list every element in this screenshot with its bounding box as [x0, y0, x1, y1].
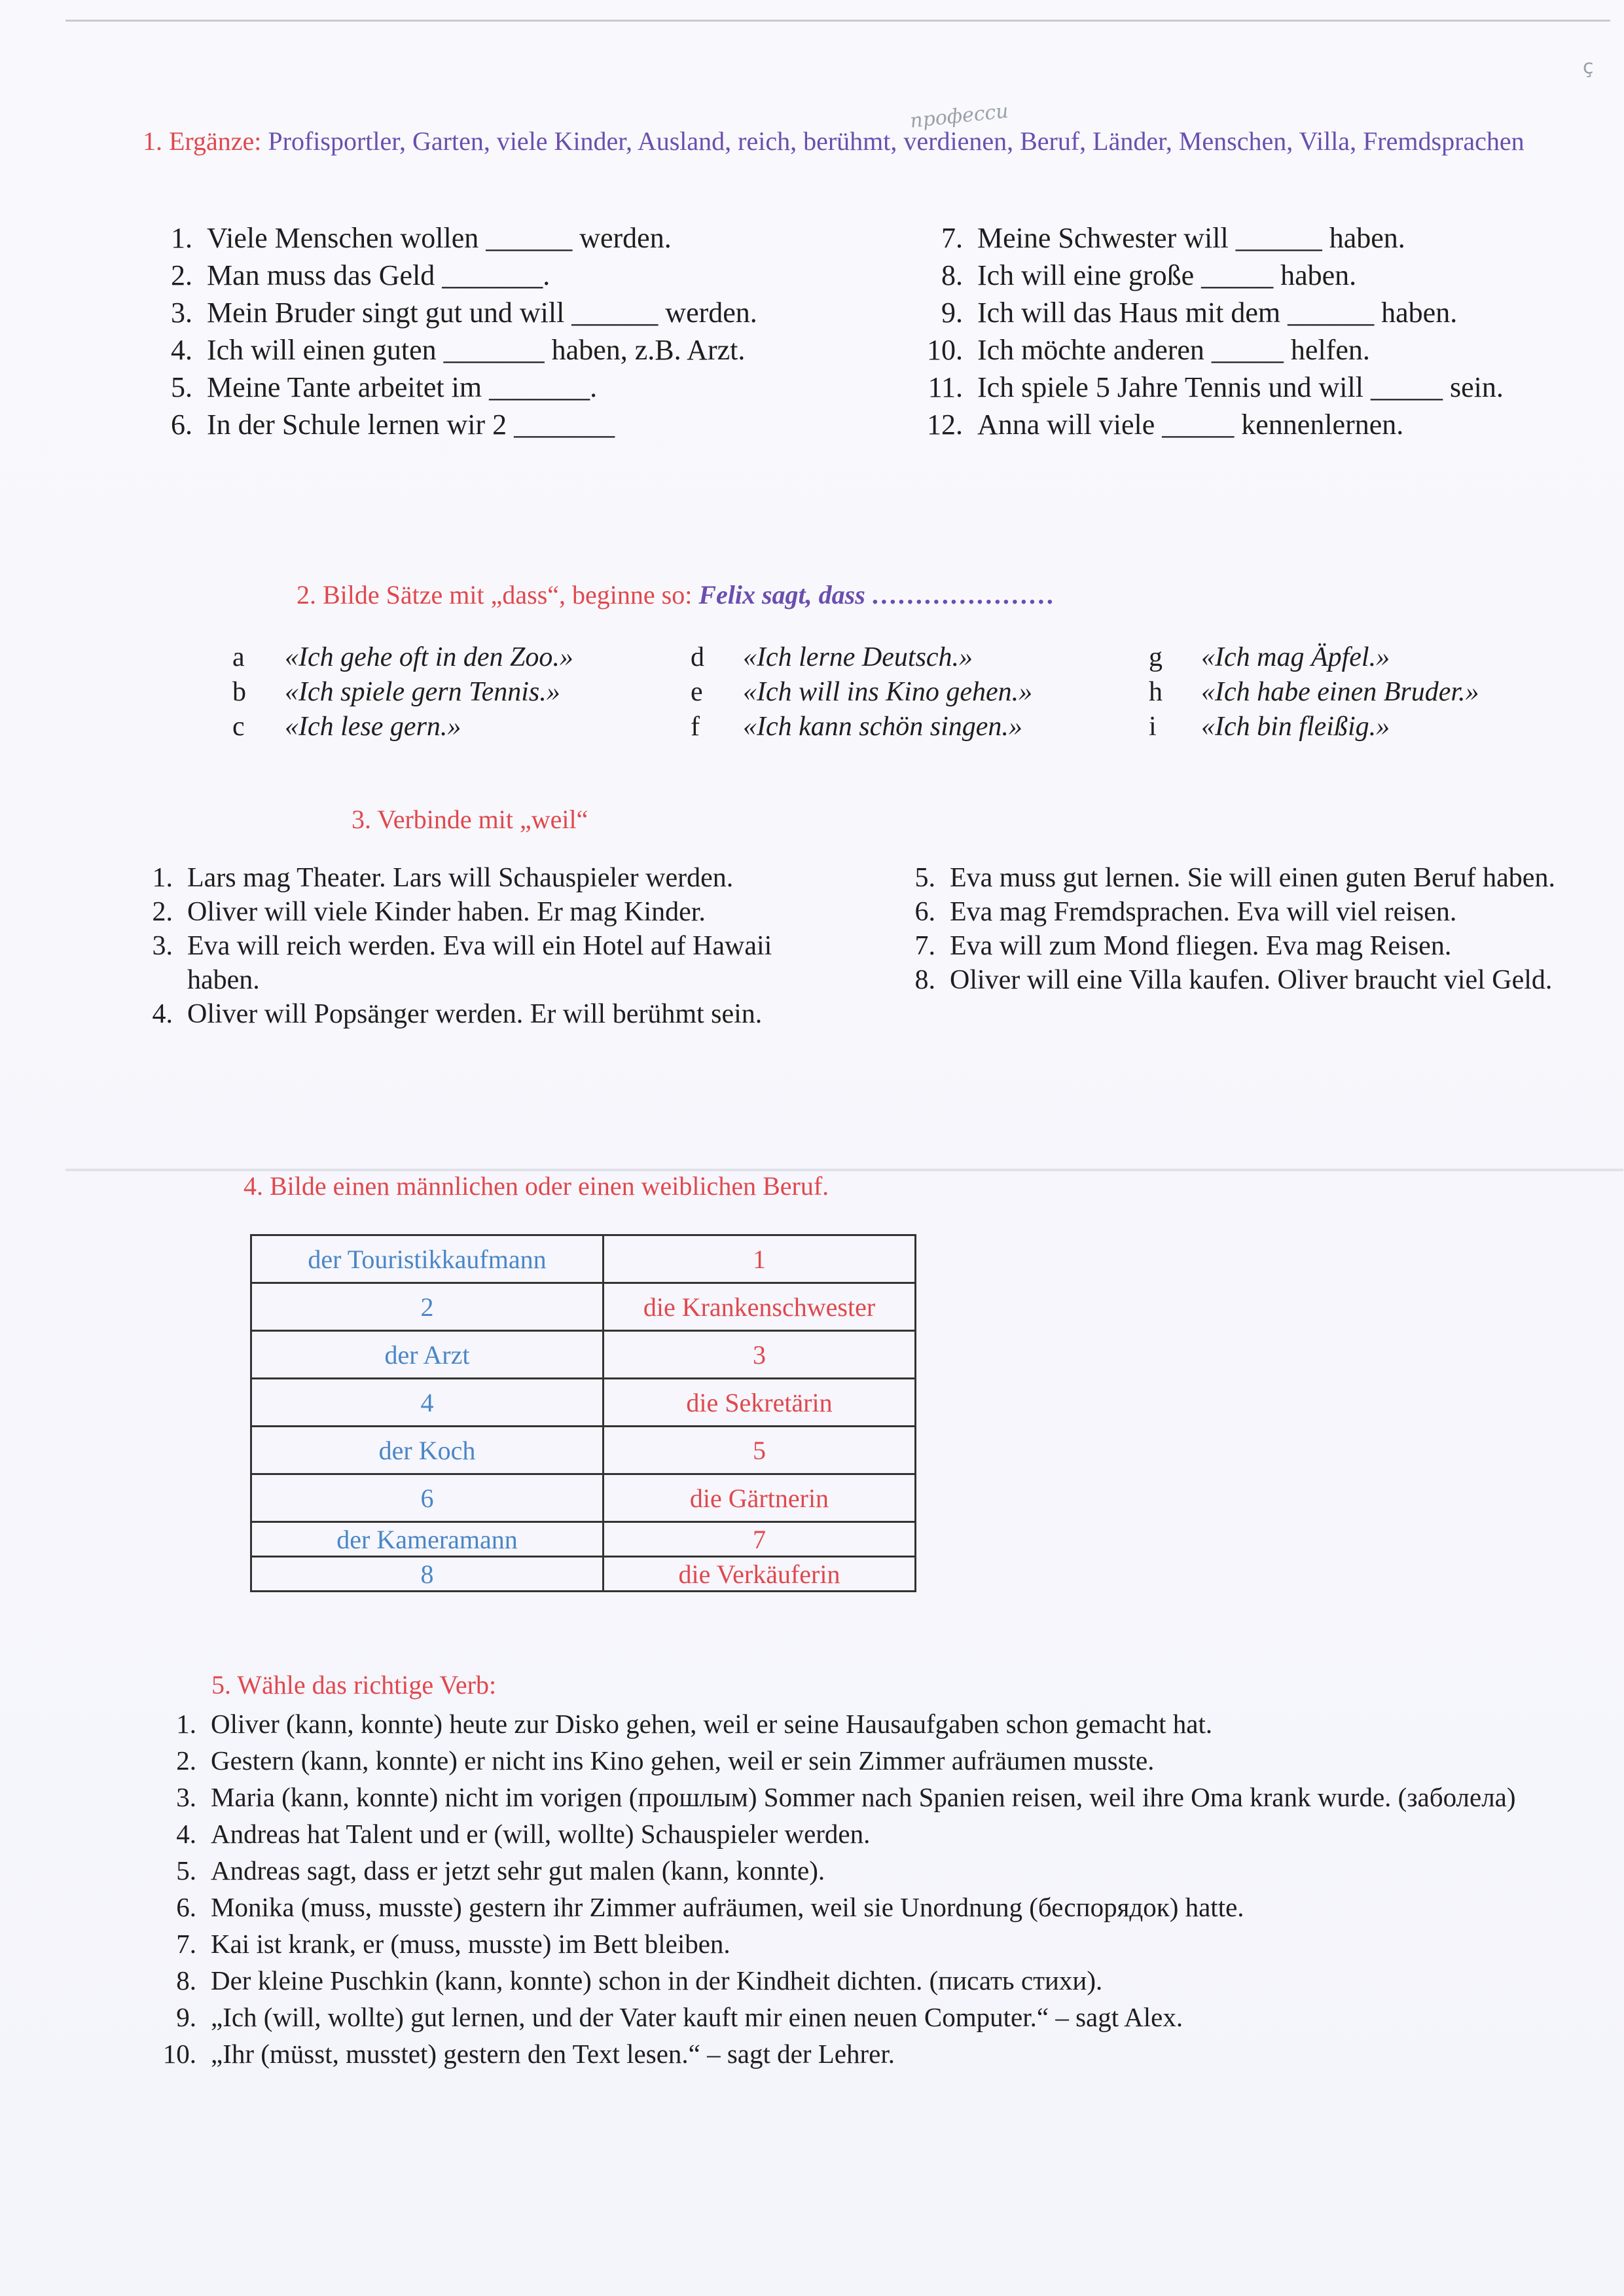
section1-word-bank: Profisportler, Garten, viele Kinder, Ausland, reich, berühmt, verdienen, Beruf, Länder, Menschen, Villa, Fremdsprachen: [268, 126, 1525, 156]
item-text: Man muss das Geld _______.: [207, 259, 550, 291]
item-text: Oliver (kann, konnte) heute zur Disko gehen, weil er seine Hausaufgaben schon gemacht hat.: [211, 1709, 1213, 1739]
list-item: [151, 1705, 1564, 1742]
male-cell: der Touristikkaufmann: [251, 1235, 604, 1283]
table-row: [251, 1379, 916, 1427]
female-cell: 7: [604, 1522, 916, 1557]
item-letter: a: [232, 642, 245, 672]
quote-item: [1149, 640, 1574, 675]
item-number: 3.: [171, 297, 192, 329]
list-item: [151, 1742, 1564, 1779]
item-text: Oliver will viele Kinder haben. Er mag Kinder.: [187, 897, 706, 927]
item-text: Viele Menschen wollen ______ werden.: [207, 222, 672, 254]
table-row: [251, 1235, 916, 1283]
item-text: Oliver will Popsänger werden. Er will berühmt sein.: [187, 999, 763, 1029]
list-item: [151, 2035, 1564, 2072]
item-text: In der Schule lernen wir 2 _______: [207, 409, 615, 441]
item-text: Meine Schwester will ______ haben.: [977, 222, 1405, 254]
item-number: 6.: [171, 409, 192, 441]
item-number: 7.: [176, 1929, 196, 1959]
list-item: [151, 1999, 1564, 2035]
item-number: 9.: [176, 2002, 196, 2032]
item-number: 12.: [927, 409, 963, 441]
item-number: 3.: [176, 1782, 196, 1812]
quote-text: «Ich habe einen Bruder.»: [1201, 677, 1479, 707]
item-number: 1.: [176, 1709, 196, 1739]
item-text: „Ich (will, wollte) gut lernen, und der Vater kauft mir einen neuen Computer.“ – sagt Alex.: [211, 2002, 1183, 2032]
quote-text: «Ich mag Äpfel.»: [1201, 642, 1390, 672]
item-number: 7.: [914, 931, 935, 961]
section1-left-list: [151, 219, 779, 443]
item-letter: b: [232, 677, 246, 707]
quote-item: [691, 640, 1149, 675]
female-cell: 1: [604, 1235, 916, 1283]
scan-edge-line: [65, 20, 1610, 22]
table-row: [251, 1474, 916, 1522]
quote-item: [691, 710, 1149, 744]
list-item: [151, 406, 779, 443]
item-letter: d: [691, 642, 704, 672]
section3-right-list: [893, 861, 1568, 997]
item-text: Kai ist krank, er (muss, musste) im Bett bleiben.: [211, 1929, 731, 1959]
item-text: Ich möchte anderen _____ helfen.: [977, 334, 1370, 366]
male-cell: 6: [251, 1474, 604, 1522]
list-item: [913, 331, 1542, 369]
item-letter: f: [691, 712, 700, 742]
list-item: [913, 257, 1542, 294]
pencil-note: професси: [909, 100, 1010, 133]
female-cell: die Sekretärin: [604, 1379, 916, 1427]
table-row: [251, 1283, 916, 1331]
quote-item: [232, 640, 691, 675]
item-text: Oliver will eine Villa kaufen. Oliver braucht viel Geld.: [950, 965, 1553, 995]
list-item: [131, 997, 825, 1031]
male-cell: 2: [251, 1283, 604, 1331]
male-cell: 4: [251, 1379, 604, 1427]
item-text: Monika (muss, musste) gestern ihr Zimmer aufräumen, weil sie Unordnung (беспорядок) hatte.: [211, 1892, 1244, 1922]
female-cell: die Krankenschwester: [604, 1283, 916, 1331]
quote-text: «Ich lerne Deutsch.»: [743, 642, 973, 672]
list-item: [913, 406, 1542, 443]
item-number: 8.: [941, 259, 963, 291]
list-item: [913, 369, 1542, 406]
list-item: [913, 219, 1542, 257]
item-number: 1.: [152, 863, 173, 893]
item-letter: c: [232, 712, 245, 742]
item-text: Andreas sagt, dass er jetzt sehr gut malen (kann, konnte).: [211, 1855, 825, 1886]
section5-heading: 5. Wähle das richtige Verb:: [211, 1670, 497, 1700]
item-text: Ich will eine große _____ haben.: [977, 259, 1357, 291]
item-text: Mein Bruder singt gut und will ______ werden.: [207, 297, 757, 329]
male-cell: der Koch: [251, 1427, 604, 1474]
item-number: 6.: [914, 897, 935, 927]
section3-heading: 3. Verbinde mit „weil“: [352, 805, 588, 834]
section1-right-list: [913, 219, 1542, 443]
list-item: [893, 861, 1568, 895]
item-number: 8.: [914, 965, 935, 995]
item-text: Eva muss gut lernen. Sie will einen guten Beruf haben.: [950, 863, 1555, 893]
item-number: 2.: [176, 1745, 196, 1776]
item-number: 4.: [152, 999, 173, 1029]
item-number: 1.: [171, 222, 192, 254]
section2-quotes-grid: [232, 640, 1574, 744]
item-letter: i: [1149, 712, 1157, 742]
item-text: Ich spiele 5 Jahre Tennis und will _____ sein.: [977, 371, 1504, 403]
quote-text: «Ich kann schön singen.»: [743, 712, 1022, 742]
page-mark: ç: [1583, 56, 1594, 79]
list-item: [151, 257, 779, 294]
item-number: 5.: [176, 1855, 196, 1886]
quote-item: [691, 675, 1149, 710]
quote-text: «Ich spiele gern Tennis.»: [285, 677, 560, 707]
item-number: 9.: [941, 297, 963, 329]
male-cell: der Kameramann: [251, 1522, 604, 1557]
item-text: Anna will viele _____ kennenlernen.: [977, 409, 1404, 441]
table-row: [251, 1557, 916, 1592]
list-item: [151, 331, 779, 369]
list-item: [893, 963, 1568, 997]
table-row: [251, 1331, 916, 1379]
female-cell: 5: [604, 1427, 916, 1474]
section4-heading: 4. Bilde einen männlichen oder einen weiblichen Beruf.: [244, 1171, 829, 1201]
item-number: 2.: [152, 897, 173, 927]
list-item: [893, 929, 1568, 963]
female-cell: die Verkäuferin: [604, 1557, 916, 1592]
item-text: Lars mag Theater. Lars will Schauspieler werden.: [187, 863, 734, 893]
item-number: 5.: [171, 371, 192, 403]
item-number: 6.: [176, 1892, 196, 1922]
profession-table: [250, 1234, 916, 1592]
item-text: Maria (kann, konnte) nicht im vorigen (прошлым) Sommer nach Spanien reisen, weil ihre Oma krank wurde. (заболела): [211, 1782, 1516, 1812]
item-text: Eva will reich werden. Eva will ein Hotel auf Hawaii haben.: [187, 931, 772, 995]
quote-item: [232, 710, 691, 744]
quote-text: «Ich lese gern.»: [285, 712, 461, 742]
list-item: [131, 895, 825, 929]
quote-text: «Ich gehe oft in den Zoo.»: [285, 642, 573, 672]
section2-start-phrase: Felix sagt, dass …………………: [698, 580, 1055, 610]
list-item: [151, 219, 779, 257]
item-number: 8.: [176, 1965, 196, 1995]
item-text: Meine Tante arbeitet im _______.: [207, 371, 598, 403]
section2-heading: [297, 579, 1055, 610]
item-text: Ich will einen guten _______ haben, z.B. Arzt.: [207, 334, 746, 366]
female-cell: die Gärtnerin: [604, 1474, 916, 1522]
section3-left-list: [131, 861, 825, 1031]
list-item: [913, 294, 1542, 331]
list-item: [151, 294, 779, 331]
section5-list: [151, 1705, 1564, 2072]
table-row: [251, 1522, 916, 1557]
item-number: 2.: [171, 259, 192, 291]
female-cell: 3: [604, 1331, 916, 1379]
section2-heading-label: 2. Bilde Sätze mit „dass“, beginne so:: [297, 580, 693, 610]
item-number: 10.: [927, 334, 963, 366]
section1-heading-label: 1. Ergänze:: [143, 126, 262, 156]
list-item: [893, 895, 1568, 929]
item-text: Andreas hat Talent und er (will, wollte) Schauspieler werden.: [211, 1819, 871, 1849]
item-text: „Ihr (müsst, musstet) gestern den Text lesen.“ – sagt der Lehrer.: [211, 2039, 895, 2069]
list-item: [151, 1889, 1564, 1925]
item-number: 11.: [928, 371, 963, 403]
item-number: 7.: [941, 222, 963, 254]
item-number: 5.: [914, 863, 935, 893]
item-number: 10.: [162, 2039, 196, 2069]
list-item: [151, 1852, 1564, 1889]
list-item: [151, 369, 779, 406]
quote-item: [1149, 675, 1574, 710]
item-letter: e: [691, 677, 703, 707]
list-item: [151, 1925, 1564, 1962]
item-text: Eva mag Fremdsprachen. Eva will viel reisen.: [950, 897, 1457, 927]
quote-text: «Ich bin fleißig.»: [1201, 712, 1390, 742]
item-number: 4.: [176, 1819, 196, 1849]
list-item: [151, 1962, 1564, 1999]
item-text: Gestern (kann, konnte) er nicht ins Kino gehen, weil er sein Zimmer aufräumen musste.: [211, 1745, 1155, 1776]
item-text: Eva will zum Mond fliegen. Eva mag Reisen.: [950, 931, 1452, 961]
list-item: [151, 1779, 1564, 1815]
quote-text: «Ich will ins Kino gehen.»: [743, 677, 1033, 707]
quote-item: [1149, 710, 1574, 744]
item-text: Ich will das Haus mit dem ______ haben.: [977, 297, 1458, 329]
section1-heading: [143, 123, 1550, 160]
item-number: 3.: [152, 931, 173, 961]
quote-item: [232, 675, 691, 710]
item-text: Der kleine Puschkin (kann, konnte) schon in der Kindheit dichten. (писать стихи).: [211, 1965, 1103, 1995]
item-letter: g: [1149, 642, 1163, 672]
male-cell: 8: [251, 1557, 604, 1592]
list-item: [131, 929, 825, 997]
table-row: [251, 1427, 916, 1474]
item-letter: h: [1149, 677, 1163, 707]
male-cell: der Arzt: [251, 1331, 604, 1379]
list-item: [151, 1815, 1564, 1852]
list-item: [131, 861, 825, 895]
item-number: 4.: [171, 334, 192, 366]
